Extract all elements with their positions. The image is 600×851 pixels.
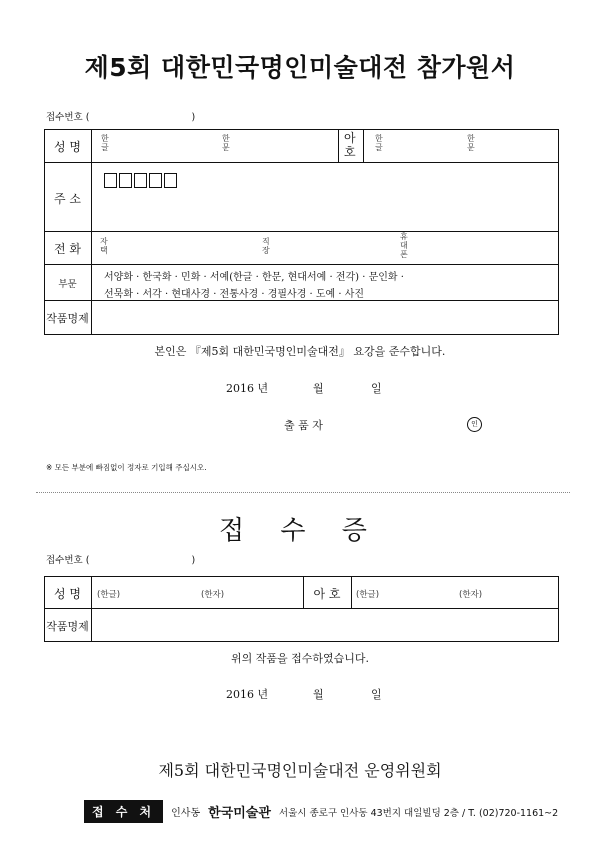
phone-mobile-label: 휴 대 폰 bbox=[400, 232, 408, 259]
receipt-alias-hanja-hint: (한자) bbox=[459, 590, 483, 600]
phone-home-label: 자 택 bbox=[100, 237, 108, 255]
receipt-hangul-hint: (한글) bbox=[97, 590, 121, 600]
name-hangul-hint: 한 글 bbox=[101, 134, 109, 152]
address-input[interactable] bbox=[96, 192, 551, 228]
alias-label: 아 호 bbox=[344, 131, 356, 159]
work-title-label: 작품명제 bbox=[46, 312, 89, 325]
phone-work-label: 직 장 bbox=[262, 237, 270, 255]
postal-box[interactable] bbox=[104, 173, 117, 188]
phone-input[interactable] bbox=[110, 234, 550, 261]
date-day: 일 bbox=[371, 382, 382, 395]
alias-input[interactable] bbox=[387, 132, 552, 160]
footer-place: 인사동 bbox=[171, 808, 201, 819]
receipt-date-month: 월 bbox=[313, 688, 324, 701]
fill-in-note: ※ 모든 부분에 빠짐없이 정자로 기입해 주십시오. bbox=[46, 463, 207, 472]
form-title: 제5회 대한민국명인미술대전 참가원서 bbox=[84, 53, 516, 82]
receipt-title: 접 수 증 bbox=[219, 516, 381, 546]
name-hanja-hint: 한 문 bbox=[222, 134, 230, 152]
phone-label: 전 화 bbox=[54, 242, 81, 256]
name-label: 성 명 bbox=[54, 140, 81, 154]
receipt-alias-label: 아 호 bbox=[313, 587, 341, 601]
footer-tag: 접 수 처 bbox=[84, 800, 163, 823]
address-label: 주 소 bbox=[54, 192, 81, 206]
name-input[interactable] bbox=[113, 132, 333, 160]
postal-code-boxes[interactable] bbox=[104, 173, 179, 192]
cut-line bbox=[36, 492, 570, 493]
applicant-label: 출 품 자 bbox=[284, 419, 323, 432]
alias-hangul-hint: 한 글 bbox=[375, 134, 383, 152]
footer-brand-logo: 한국미술관 bbox=[208, 806, 271, 821]
receipt-confirm-text: 위의 작품을 접수하였습니다. bbox=[230, 652, 369, 665]
work-title-input[interactable] bbox=[96, 303, 551, 331]
receipt-date-year: 2016 년 bbox=[226, 688, 269, 701]
postal-box[interactable] bbox=[119, 173, 132, 188]
postal-box[interactable] bbox=[164, 173, 177, 188]
pledge-text: 본인은 『제5회 대한민국명인미술대전』 요강을 준수합니다. bbox=[154, 345, 446, 358]
receipt-number-label-2: 접수번호 ( ) bbox=[46, 555, 196, 566]
seal-mark[interactable]: 인 bbox=[467, 417, 482, 432]
receipt-hanja-hint: (한자) bbox=[201, 590, 225, 600]
date-month: 월 bbox=[313, 382, 324, 395]
footer-address: 서울시 종로구 인사동 43번지 대일빌딩 2층 / T. (02)720-1161~2 bbox=[278, 807, 559, 819]
postal-box[interactable] bbox=[134, 173, 147, 188]
postal-box[interactable] bbox=[149, 173, 162, 188]
category-options-line1[interactable]: 서양화 · 한국화 · 민화 · 서예(한글 · 한문, 현대서예 · 전각) · 문인화 · bbox=[104, 272, 404, 283]
receipt-date-day: 일 bbox=[371, 688, 382, 701]
receipt-number-label: 접수번호 ( ) bbox=[46, 112, 196, 123]
category-options-line2[interactable]: 선묵화 · 서각 · 현대사경 · 전통사경 · 경필사경 · 도예 · 사진 bbox=[104, 289, 365, 300]
footer bbox=[84, 800, 558, 823]
category-label: 부문 bbox=[58, 279, 77, 290]
date-year: 2016 년 bbox=[226, 382, 269, 395]
receipt-work-title-label: 작품명제 bbox=[46, 620, 89, 633]
alias-hanja-hint: 한 문 bbox=[467, 134, 475, 152]
receipt-name-label: 성 명 bbox=[54, 587, 81, 601]
receipt-alias-hangul-hint: (한글) bbox=[356, 590, 380, 600]
receipt-work-title-input[interactable] bbox=[96, 611, 551, 638]
committee-name: 제5회 대한민국명인미술대전 운영위원회 bbox=[158, 761, 442, 780]
